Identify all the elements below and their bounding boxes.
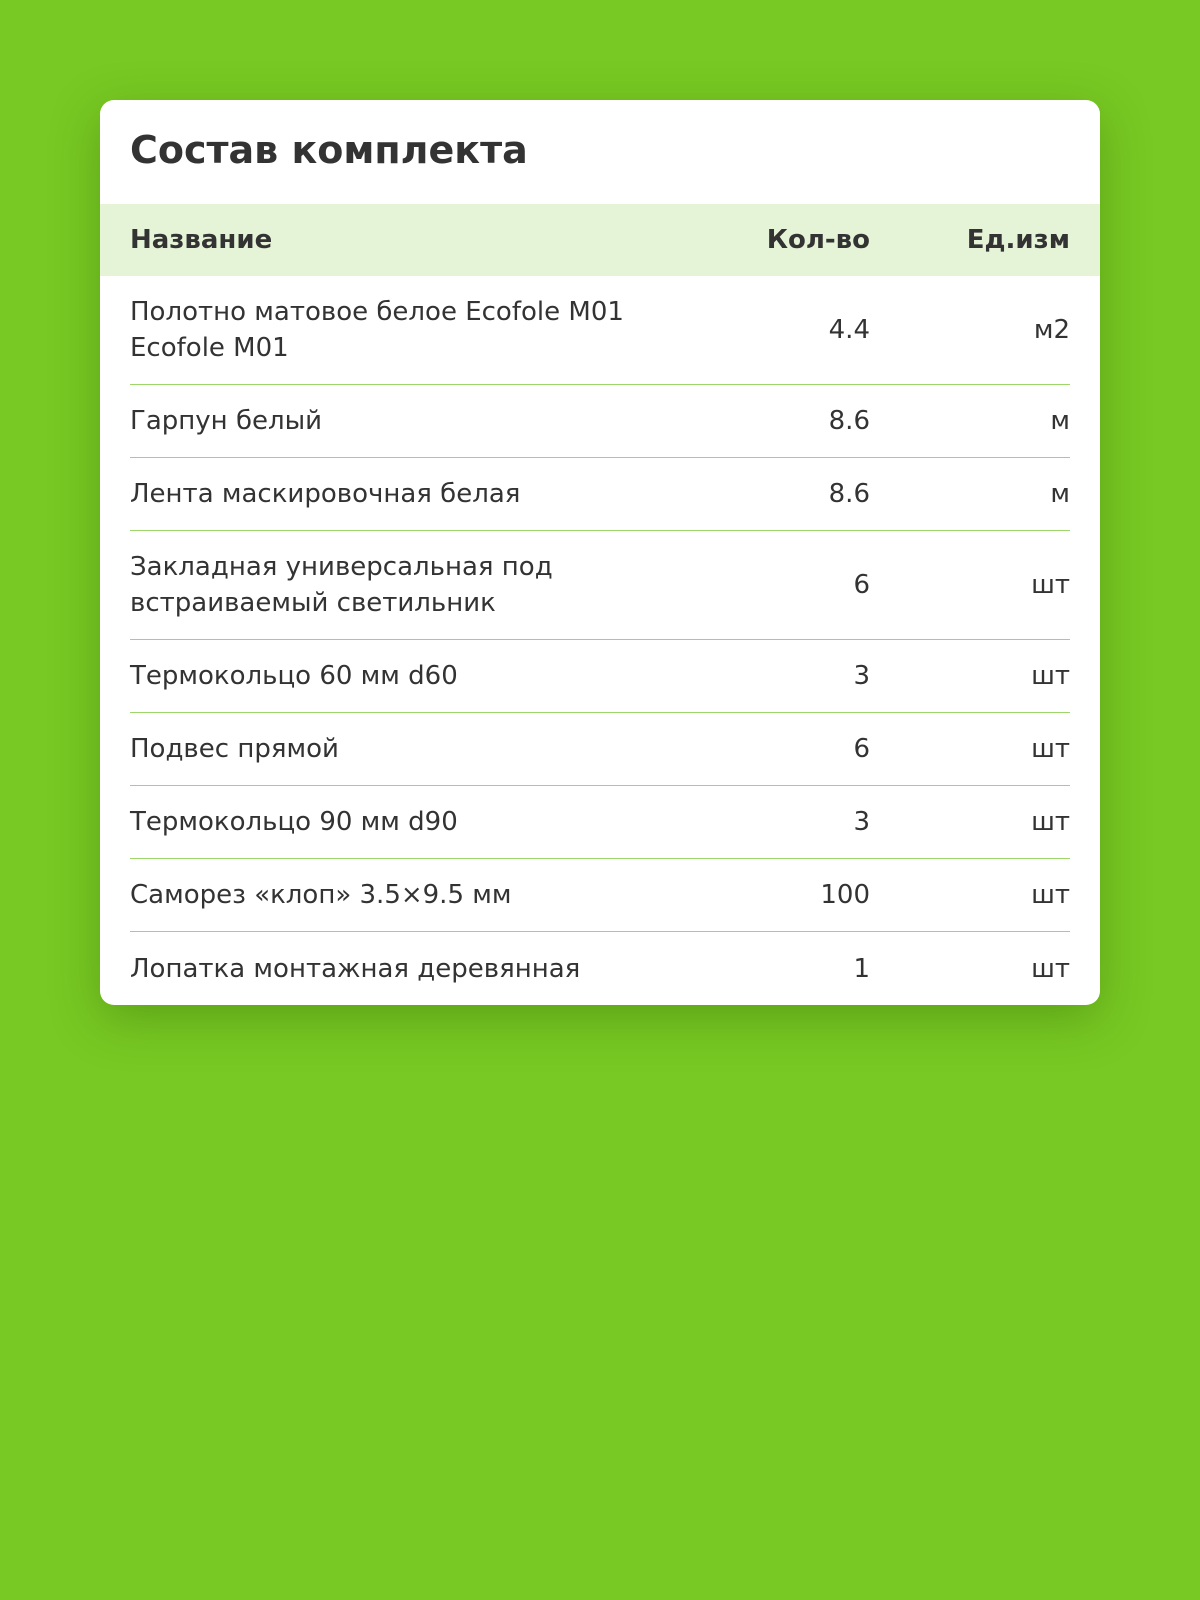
item-name: Гарпун белый <box>130 406 323 436</box>
item-name: Лопатка монтажная деревянная <box>130 953 581 984</box>
kit-contents-card <box>100 100 1100 1005</box>
item-unit: шт <box>1031 880 1070 910</box>
item-qty: 6 <box>853 734 870 764</box>
table-body <box>100 276 1100 1005</box>
table-row <box>130 713 1070 786</box>
table-row <box>130 932 1070 1005</box>
item-qty: 1 <box>853 953 870 984</box>
item-qty: 3 <box>853 807 870 837</box>
item-qty: 6 <box>853 570 870 600</box>
table-row <box>130 531 1070 640</box>
item-unit: шт <box>1031 807 1070 837</box>
table-header <box>100 204 1100 276</box>
table-row <box>130 276 1070 385</box>
item-name: Закладная универсальная под встраиваемый светильник <box>130 552 553 618</box>
table-row <box>130 786 1070 859</box>
item-name: Полотно матовое белое Ecofole M01 Ecofole M01 <box>130 297 624 363</box>
item-unit: м <box>1050 406 1070 436</box>
item-unit: м2 <box>1033 315 1070 345</box>
item-unit: шт <box>1031 661 1070 691</box>
column-header-unit: Ед.изм <box>966 225 1070 255</box>
table-row <box>130 458 1070 531</box>
column-header-name: Название <box>130 225 273 255</box>
item-qty: 100 <box>820 880 870 910</box>
item-qty: 4.4 <box>828 315 870 345</box>
card-title: Состав комплекта <box>130 128 528 172</box>
item-unit: шт <box>1031 570 1070 600</box>
item-unit: шт <box>1031 953 1070 984</box>
item-unit: шт <box>1031 734 1070 764</box>
column-header-qty: Кол-во <box>766 225 870 255</box>
item-name: Термокольцо 60 мм d60 <box>130 661 458 691</box>
table-row <box>130 385 1070 458</box>
item-name: Лента маскировочная белая <box>130 479 521 509</box>
table-row <box>130 640 1070 713</box>
item-qty: 8.6 <box>828 406 870 436</box>
item-qty: 8.6 <box>828 479 870 509</box>
item-unit: м <box>1050 479 1070 509</box>
item-name: Подвес прямой <box>130 734 339 764</box>
item-qty: 3 <box>853 661 870 691</box>
table-row <box>130 859 1070 932</box>
item-name: Термокольцо 90 мм d90 <box>130 807 458 837</box>
item-name: Саморез «клоп» 3.5×9.5 мм <box>130 880 512 910</box>
